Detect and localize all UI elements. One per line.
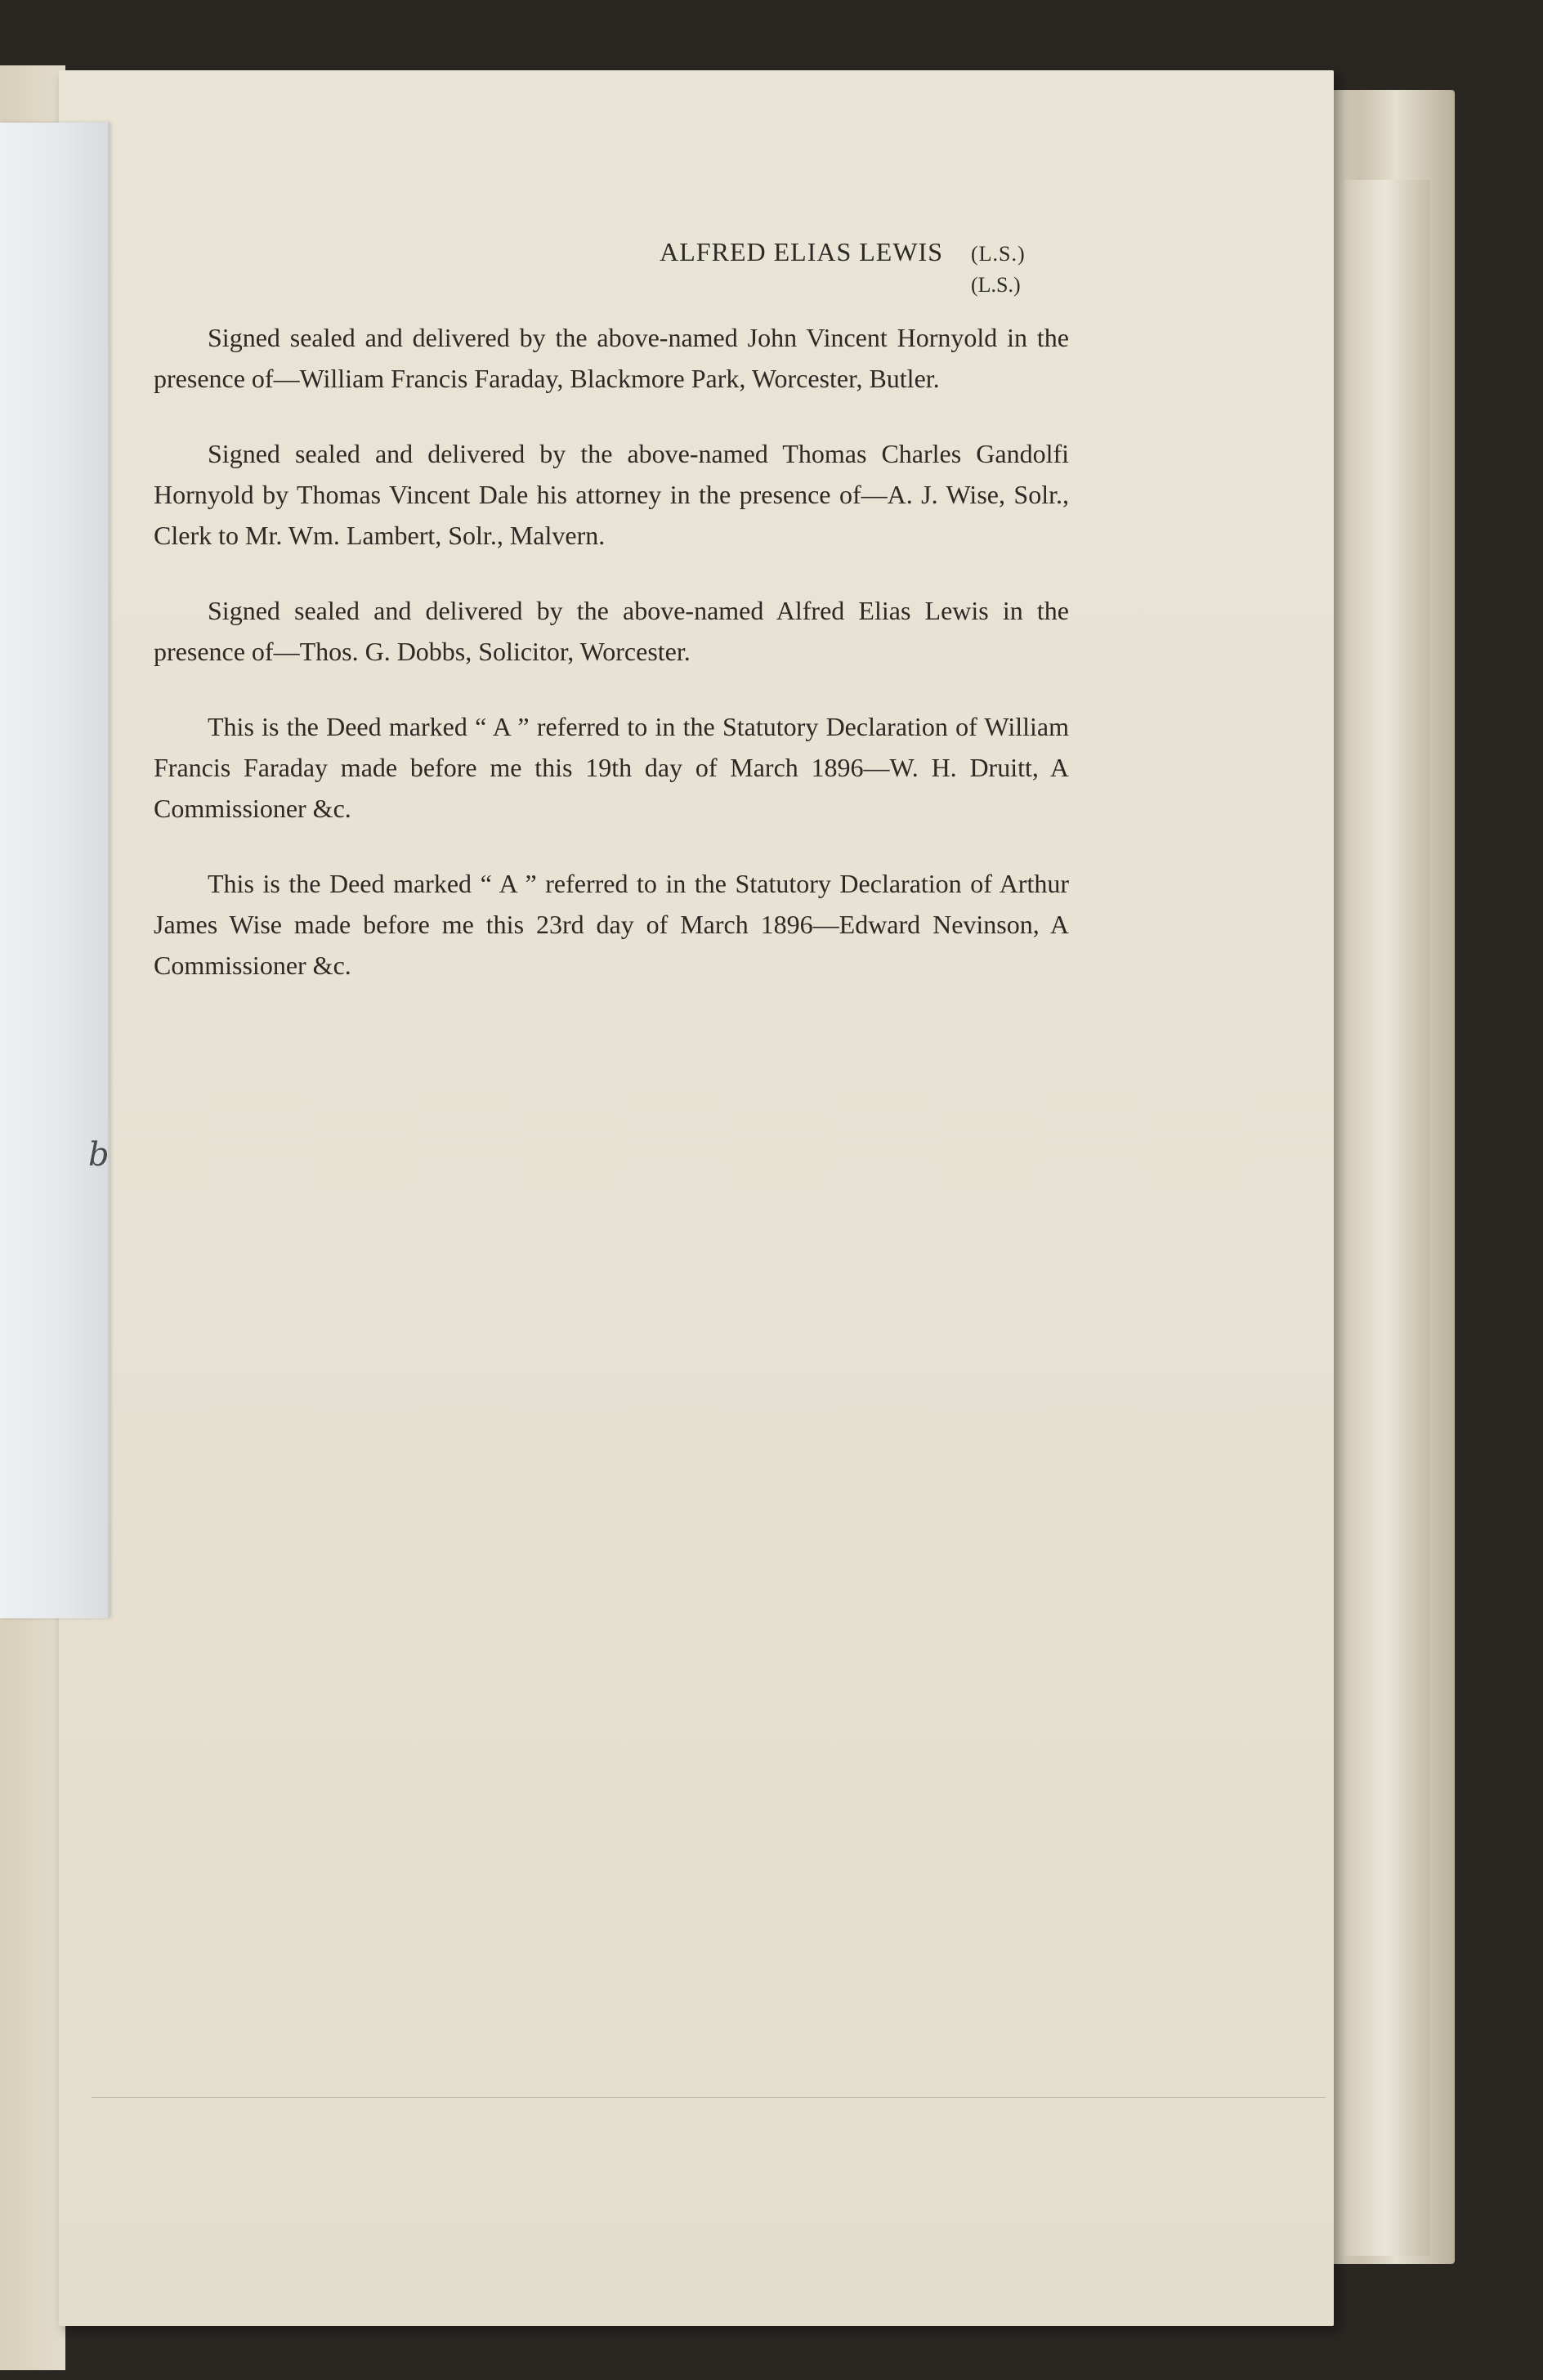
page-bottom-rule (92, 2097, 1326, 2098)
tissue-pencil-mark: b (88, 1136, 110, 1174)
declaration-paragraph: This is the Deed marked “ A ” referred to in the Statutory Declaration of William Francis Faraday made before me this 19th day of March 1896—W. H. Druitt, A Commissioner &c. (154, 712, 1069, 823)
attestation-paragraph: Signed sealed and delivered by the above-named Thomas Charles Gandolfi Hornyold by Thomas Vincent Dale his attorney in the presence of—A. J. Wise, Solr., Clerk to Mr. Wm. Lambert, Solr., Malvern. (154, 439, 1069, 550)
attestation-paragraph: Signed sealed and delivered by the above-named Alfred Elias Lewis in the presence of—Thos. G. Dobbs, Solicitor, Worcester. (154, 596, 1069, 666)
seal-line (154, 273, 1069, 317)
signatory-name: ALFRED ELIAS LEWIS (660, 237, 943, 266)
signatory-line (154, 237, 1069, 273)
document-text (154, 237, 1069, 1020)
declaration-paragraph: This is the Deed marked “ A ” referred to in the Statutory Declaration of Arthur James Wise made before me this 23rd day of March 1896—Edward Nevinson, A Commissioner &c. (154, 869, 1069, 980)
seal-mark: (L.S.) (971, 242, 1026, 266)
attestation-paragraph: Signed sealed and delivered by the above-named John Vincent Hornyold in the presence of—William Francis Faraday, Blackmore Park, Worcester, Butler. (154, 323, 1069, 393)
seal-mark: (L.S.) (971, 273, 1021, 297)
tissue-guard-sheet (0, 123, 110, 1618)
page-stack-edge-inner (1340, 180, 1430, 2256)
